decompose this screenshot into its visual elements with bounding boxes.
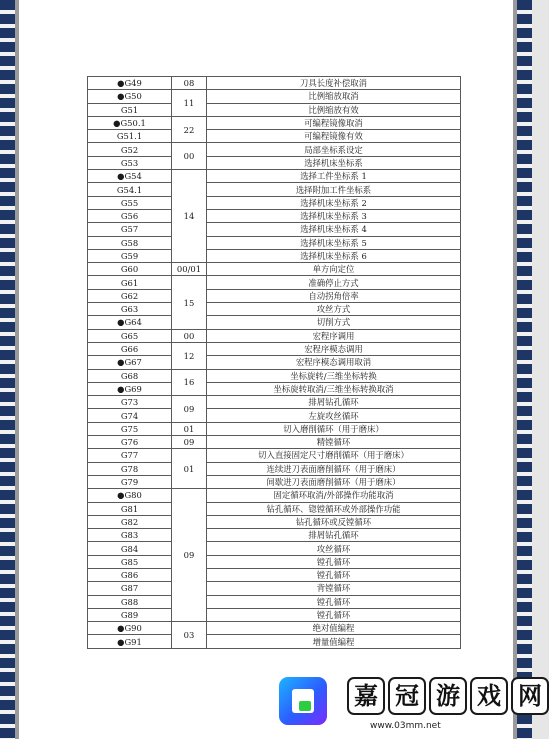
code-cell: G59 <box>88 249 172 262</box>
site-watermark <box>271 669 542 739</box>
table-row <box>88 502 461 515</box>
code-cell: G55 <box>88 196 172 209</box>
code-cell: G53 <box>88 156 172 169</box>
function-cell: 攻丝方式 <box>207 303 461 316</box>
code-cell: G60 <box>88 263 172 276</box>
function-cell: 准确停止方式 <box>207 276 461 289</box>
code-cell: G81 <box>88 502 172 515</box>
function-cell: 选择工件坐标系 1 <box>207 170 461 183</box>
table-row <box>88 529 461 542</box>
code-cell: G78 <box>88 462 172 475</box>
code-cell: G63 <box>88 303 172 316</box>
code-cell: ●G67 <box>88 356 172 369</box>
document-page <box>19 0 513 739</box>
table-row <box>88 263 461 276</box>
code-cell: G74 <box>88 409 172 422</box>
table-row <box>88 396 461 409</box>
brand-char: 嘉 <box>347 677 385 715</box>
code-cell: G76 <box>88 436 172 449</box>
table-row <box>88 209 461 222</box>
code-cell: G51.1 <box>88 130 172 143</box>
table-row <box>88 635 461 648</box>
table-row <box>88 236 461 249</box>
table-row <box>88 170 461 183</box>
code-cell: G65 <box>88 329 172 342</box>
table-row <box>88 582 461 595</box>
group-cell: 22 <box>172 116 207 143</box>
function-cell: 镗孔循环 <box>207 568 461 581</box>
table-row <box>88 156 461 169</box>
code-cell: ●G50 <box>88 90 172 103</box>
code-cell: G86 <box>88 568 172 581</box>
table-row <box>88 369 461 382</box>
table-row <box>88 409 461 422</box>
table-row <box>88 515 461 528</box>
table-row <box>88 489 461 502</box>
code-cell: G68 <box>88 369 172 382</box>
code-cell: G66 <box>88 342 172 355</box>
function-cell: 镗孔循环 <box>207 555 461 568</box>
group-cell: 11 <box>172 90 207 117</box>
function-cell: 可编程镜像取消 <box>207 116 461 129</box>
group-cell: 08 <box>172 77 207 90</box>
left-binding-stripe <box>0 0 15 739</box>
table-row <box>88 183 461 196</box>
function-cell: 自动拐角倍率 <box>207 289 461 302</box>
function-cell: 排屑钻孔循环 <box>207 396 461 409</box>
table-row <box>88 436 461 449</box>
function-cell: 背镗循环 <box>207 582 461 595</box>
code-cell: G54.1 <box>88 183 172 196</box>
function-cell: 单方向定位 <box>207 263 461 276</box>
group-cell: 12 <box>172 342 207 369</box>
function-cell: 选择机床坐标系 3 <box>207 209 461 222</box>
code-cell: G85 <box>88 555 172 568</box>
table-row <box>88 422 461 435</box>
function-cell: 切削方式 <box>207 316 461 329</box>
code-cell: G77 <box>88 449 172 462</box>
group-cell: 01 <box>172 422 207 435</box>
function-cell: 选择机床坐标系 2 <box>207 196 461 209</box>
table-row <box>88 196 461 209</box>
group-cell: 09 <box>172 489 207 622</box>
function-cell: 间歇进刀表面磨削循环（用于磨床） <box>207 475 461 488</box>
code-cell: ●G50.1 <box>88 116 172 129</box>
code-cell: G56 <box>88 209 172 222</box>
function-cell: 攻丝循环 <box>207 542 461 555</box>
group-cell: 16 <box>172 369 207 396</box>
code-cell: ●G91 <box>88 635 172 648</box>
table-row <box>88 342 461 355</box>
table-row <box>88 382 461 395</box>
brand-char: 冠 <box>388 677 426 715</box>
function-cell: 坐标旋转取消/三维坐标转换取消 <box>207 382 461 395</box>
table-row <box>88 77 461 90</box>
group-cell: 15 <box>172 276 207 329</box>
function-cell: 镗孔循环 <box>207 595 461 608</box>
table-row <box>88 249 461 262</box>
code-cell: G61 <box>88 276 172 289</box>
group-cell: 03 <box>172 622 207 649</box>
table-row <box>88 555 461 568</box>
function-cell: 切入磨削循环（用于磨床） <box>207 422 461 435</box>
function-cell: 排屑钻孔循环 <box>207 529 461 542</box>
code-cell: G58 <box>88 236 172 249</box>
brand-char: 网 <box>511 677 549 715</box>
group-cell: 09 <box>172 396 207 423</box>
function-cell: 宏程序模态调用 <box>207 342 461 355</box>
code-cell: G62 <box>88 289 172 302</box>
function-cell: 左旋攻丝循环 <box>207 409 461 422</box>
table-row <box>88 316 461 329</box>
code-cell: G82 <box>88 515 172 528</box>
code-cell: ●G64 <box>88 316 172 329</box>
table-row <box>88 143 461 156</box>
table-row <box>88 329 461 342</box>
table-row <box>88 595 461 608</box>
table-row <box>88 462 461 475</box>
code-cell: ●G54 <box>88 170 172 183</box>
table-row <box>88 130 461 143</box>
table-row <box>88 449 461 462</box>
group-cell: 00 <box>172 329 207 342</box>
table-row <box>88 568 461 581</box>
function-cell: 刀具长度补偿取消 <box>207 77 461 90</box>
function-cell: 选择机床坐标系 5 <box>207 236 461 249</box>
function-cell: 绝对值编程 <box>207 622 461 635</box>
function-cell: 比例缩放有效 <box>207 103 461 116</box>
function-cell: 选择机床坐标系 <box>207 156 461 169</box>
function-cell: 宏程序调用 <box>207 329 461 342</box>
table-row <box>88 622 461 635</box>
right-page-edge <box>513 0 517 739</box>
group-cell: 00/01 <box>172 263 207 276</box>
function-cell: 选择附加工件坐标系 <box>207 183 461 196</box>
group-cell: 01 <box>172 449 207 489</box>
table-row <box>88 289 461 302</box>
function-cell: 连续进刀表面磨削循环（用于磨床） <box>207 462 461 475</box>
brand-url: www.03mm.net <box>370 721 441 731</box>
group-cell: 09 <box>172 436 207 449</box>
code-cell: G79 <box>88 475 172 488</box>
code-cell: G87 <box>88 582 172 595</box>
table-row <box>88 356 461 369</box>
function-cell: 可编程镜像有效 <box>207 130 461 143</box>
table-row <box>88 303 461 316</box>
function-cell: 钻孔循环或反镗循环 <box>207 515 461 528</box>
function-cell: 宏程序模态调用取消 <box>207 356 461 369</box>
function-cell: 增量值编程 <box>207 635 461 648</box>
code-cell: ●G90 <box>88 622 172 635</box>
code-cell: G84 <box>88 542 172 555</box>
gcode-table <box>87 76 461 649</box>
function-cell: 选择机床坐标系 4 <box>207 223 461 236</box>
code-cell: G57 <box>88 223 172 236</box>
table-row <box>88 223 461 236</box>
table-row <box>88 103 461 116</box>
code-cell: ●G69 <box>88 382 172 395</box>
code-cell: ●G49 <box>88 77 172 90</box>
table-row <box>88 608 461 621</box>
function-cell: 切入直接固定尺寸磨削循环（用于磨床） <box>207 449 461 462</box>
function-cell: 镗孔循环 <box>207 608 461 621</box>
code-cell: G51 <box>88 103 172 116</box>
code-cell: G88 <box>88 595 172 608</box>
table-row <box>88 276 461 289</box>
code-cell: G73 <box>88 396 172 409</box>
brand-name <box>347 677 549 715</box>
code-cell: G52 <box>88 143 172 156</box>
function-cell: 精镗循环 <box>207 436 461 449</box>
code-cell: G89 <box>88 608 172 621</box>
function-cell: 固定循环取消/外部操作功能取消 <box>207 489 461 502</box>
function-cell: 钻孔循环、锪镗循环或外部操作功能 <box>207 502 461 515</box>
function-cell: 比例缩放取消 <box>207 90 461 103</box>
group-cell: 00 <box>172 143 207 170</box>
brand-logo-icon <box>279 677 327 725</box>
brand-char: 游 <box>429 677 467 715</box>
function-cell: 坐标旋转/三维坐标转换 <box>207 369 461 382</box>
function-cell: 局部坐标系设定 <box>207 143 461 156</box>
right-binding-stripe <box>517 0 532 739</box>
code-cell: ●G80 <box>88 489 172 502</box>
function-cell: 选择机床坐标系 6 <box>207 249 461 262</box>
code-cell: G75 <box>88 422 172 435</box>
table-row <box>88 116 461 129</box>
table-row <box>88 475 461 488</box>
brand-char: 戏 <box>470 677 508 715</box>
table-row <box>88 90 461 103</box>
group-cell: 14 <box>172 170 207 263</box>
code-cell: G83 <box>88 529 172 542</box>
table-row <box>88 542 461 555</box>
